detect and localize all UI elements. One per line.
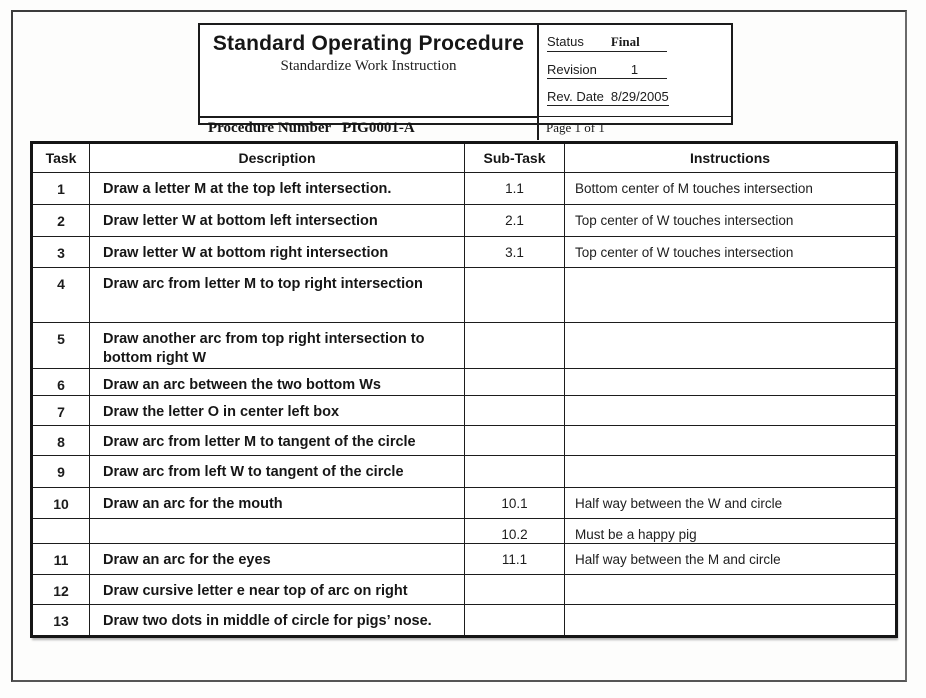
subtask-cell: 10.2 (465, 519, 565, 544)
task-cell: 9 (32, 456, 90, 488)
instruction-cell (565, 396, 897, 426)
instruction-cell: Top center of W touches intersection (565, 237, 897, 268)
instruction-cell: Bottom center of M touches intersection (565, 173, 897, 205)
revision-label: Revision (547, 62, 597, 77)
table-row (32, 605, 897, 637)
table-row (32, 426, 897, 456)
column-header-subtask: Sub-Task (465, 143, 565, 173)
table-row (32, 488, 897, 519)
instruction-cell (565, 369, 897, 396)
description-cell: Draw the letter O in center left box (90, 396, 465, 426)
description-cell: Draw letter W at bottom left intersection (90, 205, 465, 237)
rev-date-label: Rev. Date (547, 89, 604, 104)
description-cell: Draw an arc for the mouth (90, 488, 465, 519)
instruction-cell: Half way between the M and circle (565, 544, 897, 575)
task-cell: 13 (32, 605, 90, 637)
description-cell: Draw another arc from top right intersection to bottom right W (90, 323, 465, 369)
document-title: Standard Operating Procedure (212, 32, 525, 55)
task-cell: 4 (32, 268, 90, 323)
column-header-instructions: Instructions (565, 143, 897, 173)
table-row (32, 575, 897, 605)
instruction-cell (565, 426, 897, 456)
subtask-cell (465, 396, 565, 426)
subtask-cell (465, 323, 565, 369)
instruction-cell: Must be a happy pig (565, 519, 897, 544)
subtask-cell: 1.1 (465, 173, 565, 205)
instruction-cell: Half way between the W and circle (565, 488, 897, 519)
subtask-cell (465, 369, 565, 396)
description-cell: Draw arc from letter M to tangent of the circle (90, 426, 465, 456)
status-line (547, 34, 731, 52)
sop-table (30, 141, 898, 638)
document-subtitle: Standardize Work Instruction (280, 58, 457, 74)
description-cell: Draw arc from left W to tangent of the circle (90, 456, 465, 488)
subtask-cell (465, 456, 565, 488)
description-cell: Draw two dots in middle of circle for pigs’ nose. (90, 605, 465, 637)
description-cell: Draw a letter M at the top left intersection. (90, 173, 465, 205)
status-label: Status (547, 34, 584, 49)
instruction-cell (565, 323, 897, 369)
table-header-row (32, 143, 897, 173)
task-cell (32, 519, 90, 544)
table-row (32, 369, 897, 396)
rev-date-line (547, 89, 731, 106)
subtask-cell: 10.1 (465, 488, 565, 519)
task-cell: 11 (32, 544, 90, 575)
table-row (32, 396, 897, 426)
revision-line (547, 62, 731, 79)
procedure-number-label: Procedure Number (208, 120, 332, 136)
column-header-task: Task (32, 143, 90, 173)
task-cell: 2 (32, 205, 90, 237)
description-cell: Draw letter W at bottom right intersection (90, 237, 465, 268)
table-row (32, 205, 897, 237)
instruction-cell (565, 456, 897, 488)
procedure-number (200, 116, 537, 140)
subtask-cell (465, 426, 565, 456)
table-row (32, 237, 897, 268)
instruction-cell (565, 575, 897, 605)
page-info: Page 1 of 1 (537, 116, 731, 140)
instruction-cell (565, 268, 897, 323)
instruction-cell: Top center of W touches intersection (565, 205, 897, 237)
task-cell: 5 (32, 323, 90, 369)
task-cell: 3 (32, 237, 90, 268)
task-cell: 1 (32, 173, 90, 205)
table-row (32, 268, 897, 323)
revision-value: 1 (630, 62, 639, 77)
subtask-cell: 11.1 (465, 544, 565, 575)
task-cell: 12 (32, 575, 90, 605)
description-cell: Draw an arc between the two bottom Ws (90, 369, 465, 396)
description-cell (90, 519, 465, 544)
rev-date-value: 8/29/2005 (610, 89, 669, 104)
sop-table-body (32, 173, 897, 637)
column-header-description: Description (90, 143, 465, 173)
description-cell: Draw an arc for the eyes (90, 544, 465, 575)
table-row (32, 323, 897, 369)
table-row (32, 456, 897, 488)
header-status-cell (537, 25, 731, 116)
table-row (32, 173, 897, 205)
task-cell: 6 (32, 369, 90, 396)
table-row (32, 519, 897, 544)
procedure-number-value: PIG0001-A (342, 120, 415, 136)
instruction-cell (565, 605, 897, 637)
subtask-cell (465, 575, 565, 605)
header-title-cell (200, 25, 537, 116)
subtask-cell: 3.1 (465, 237, 565, 268)
description-cell: Draw arc from letter M to top right intersection (90, 268, 465, 323)
subtask-cell (465, 268, 565, 323)
description-cell: Draw cursive letter e near top of arc on right (90, 575, 465, 605)
task-cell: 10 (32, 488, 90, 519)
status-value: Final (610, 34, 640, 49)
task-cell: 7 (32, 396, 90, 426)
table-row (32, 544, 897, 575)
sop-header-box (198, 23, 733, 136)
task-cell: 8 (32, 426, 90, 456)
subtask-cell: 2.1 (465, 205, 565, 237)
subtask-cell (465, 605, 565, 637)
